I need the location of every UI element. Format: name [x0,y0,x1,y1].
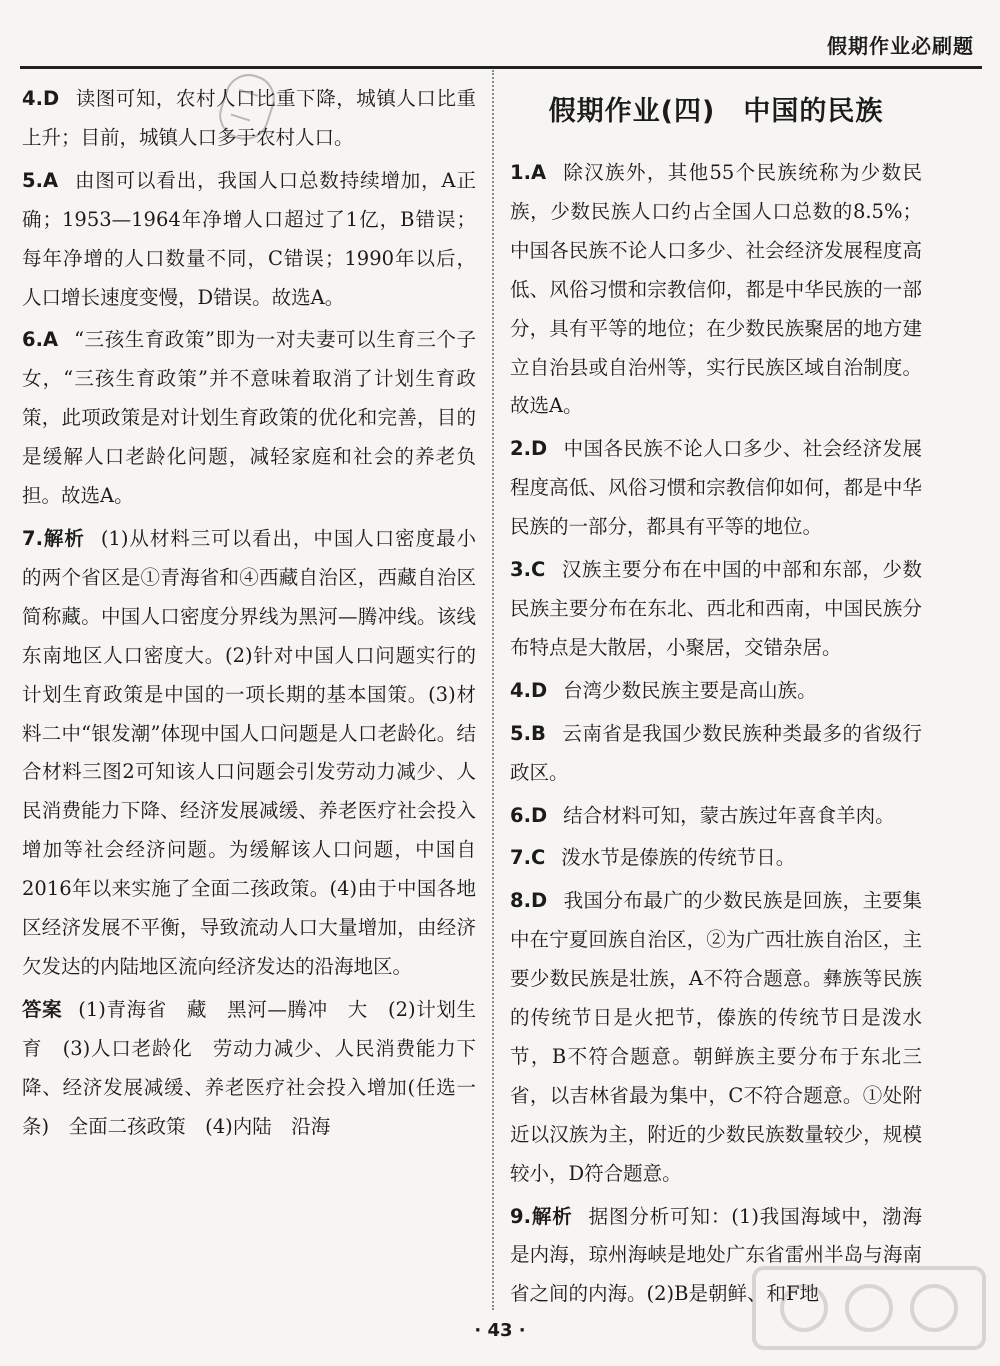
question-number: 3.C [510,558,546,582]
answer-text: 泼水节是傣族的传统节日。 [561,846,796,870]
question-number: 9.解析 [510,1204,573,1228]
answer-item [510,551,922,668]
answer-key [22,991,476,1147]
question-number: 5.B [510,721,546,745]
answer-item [510,430,922,547]
answer-item [510,797,922,836]
answer-text: 由图可以看出，我国人口总数持续增加，A正确；1953—1964年净增人口超过了1亿，B错误；每年净增的人口数量不同，C错误；1990年以后，人口增长速度变慢，D错误。故选A。 [22,168,476,309]
answer-text: 除汉族外，其他55个民族统称为少数民族，少数民族人口约占全国人口总数的8.5%；中国各民族不论人口多少、社会经济发展程度高低、风俗习惯和宗教信仰，都是中华民族的一部分，具有平等的地位；在少数民族聚居的地方建立自治县或自治州等，实行民族区域自治制度。故选A。 [510,161,922,418]
answer-text: 台湾少数民族主要是高山族。 [563,678,817,702]
answer-key-label: 答案 [22,997,63,1021]
left-column [22,80,476,1150]
answer-key-text: (1)青海省 藏 黑河—腾冲 大 (2)计划生育 (3)人口老龄化 劳动力减少、人民消费能力下降、经济发展减缓、养老医疗社会投入增加(任选一条) 全面二孩政策 (4)内陆 沿海 [22,997,476,1138]
answer-item [510,154,922,426]
question-number: 1.A [510,161,547,184]
answer-item [510,672,922,711]
answer-item [510,882,922,1193]
watermark-logo [744,1258,994,1358]
section-title: 假期作业(四) 中国的民族 [548,96,884,127]
answer-text: 结合材料可知，蒙古族过年喜食羊肉。 [563,803,895,827]
question-number: 4.D [510,678,548,702]
question-number: 8.D [510,889,548,913]
page-number: · 43 · [474,1320,526,1341]
answer-text: 汉族主要分布在中国的中部和东部，少数民族主要分布在东北、西北和西南，中国民族分布特点是大散居，小聚居，交错杂居。 [510,558,922,659]
answer-item [510,715,922,793]
answer-text: 我国分布最广的少数民族是回族，主要集中在宁夏回族自治区，②为广西壮族自治区，主要少数民族是壮族，A不符合题意。彝族等民族的传统节日是火把节，傣族的传统节日是泼水节，B不符合题意。朝鲜族主要分布于东北三省，以吉林省最为集中，C不符合题意。①处附近以汉族为主，附近的少数民族数量较少，规模较小，D符合题意。 [510,889,922,1185]
right-column [510,80,922,1318]
question-number: 7.C [510,846,546,870]
answer-text: 中国各民族不论人口多少、社会经济发展程度高低、风俗习惯和宗教信仰如何，都是中华民族的一部分，都具有平等的地位。 [510,437,922,539]
question-number: 6.D [510,803,548,827]
answer-text: “三孩生育政策”即为一对夫妻可以生育三个子女，“三孩生育政策”并不意味着取消了计划生育政策，此项政策是对计划生育政策的优化和完善，目的是缓解人口老龄化问题，减轻家庭和社会的养老负担。故选A。 [22,328,476,508]
answer-item [510,839,922,878]
header-title: 假期作业必刷题 [827,34,974,58]
answer-item [22,321,476,516]
answer-item [22,80,476,158]
answer-item [22,520,476,987]
answer-text: (1)从材料三可以看出，中国人口密度最小的两个省区是①青海省和④西藏自治区，西藏自治区简称藏。中国人口密度分界线为黑河—腾冲线。该线东南地区人口密度大。(2)针对中国人口问题实行的计划生育政策是中国的一项长期的基本国策。(3)材料二中“银发潮”体现中国人口问题是人口老龄化。结合材料三图2可知该人口问题会引发劳动力减少、人民消费能力下降、经济发展减缓、养老医疗社会投入增加等社会经济问题。为缓解该人口问题，中国自2016年以来实施了全面二孩政策。(4)由于中国各地区经济发展不平衡，导致流动人口大量增加，由经济欠发达的内陆地区流向经济发达的沿海地区。 [22,526,476,978]
question-number: 2.D [510,437,548,461]
question-number: 4.D [22,87,60,110]
question-number: 7.解析 [22,526,85,550]
question-number: 5.A [22,168,59,192]
answer-text: 读图可知，农村人口比重下降，城镇人口比重上升；目前，城镇人口多于农村人口。 [22,87,476,149]
column-divider [492,70,494,1310]
answer-text: 云南省是我国少数民族种类最多的省级行政区。 [510,721,922,784]
answer-item [22,162,476,318]
page-header [20,20,982,69]
answer-text: 据图分析可知：(1)我国海域中，渤海是内海，琼州海峡是地处广东省雷州半岛与海南省之间的内海。(2)B是朝鲜、和F地 [510,1204,922,1306]
question-number: 6.A [22,328,59,352]
